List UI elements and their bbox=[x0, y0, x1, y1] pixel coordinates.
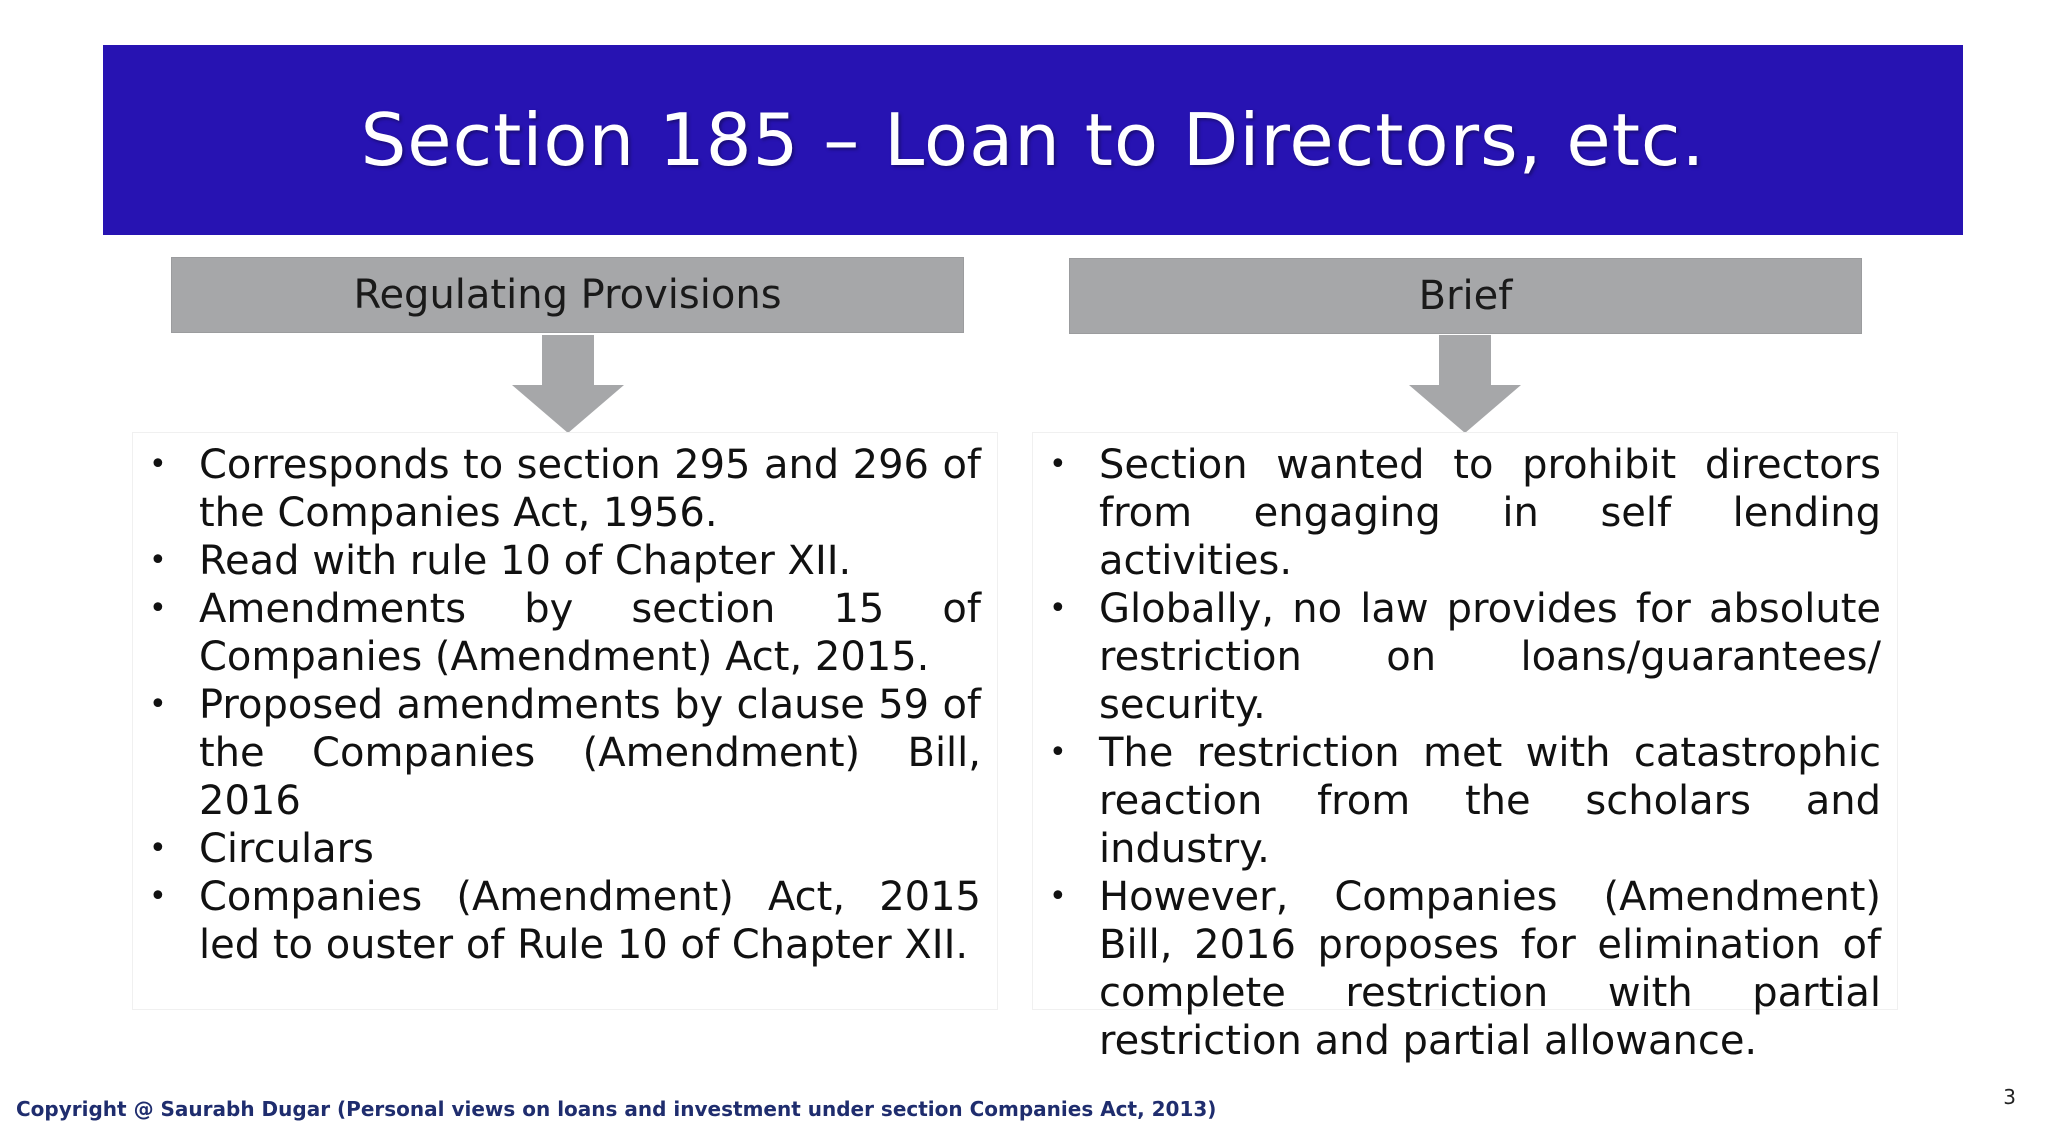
brief-header bbox=[1069, 258, 1862, 334]
regulating-provisions-header-label: Regulating Provisions bbox=[353, 272, 782, 318]
bullet-icon: • bbox=[1049, 735, 1067, 770]
brief-box bbox=[1032, 432, 1898, 1064]
list-item: • Proposed amendments by clause 59 of the Companies (Amendment) Bill, 2016 bbox=[149, 682, 981, 824]
list-item: • Corresponds to section 295 and 296 of the Companies Act, 1956. bbox=[149, 442, 981, 536]
regulating-provisions-list bbox=[149, 441, 981, 969]
brief-header-label: Brief bbox=[1418, 273, 1513, 319]
bullet-icon: • bbox=[1049, 879, 1067, 914]
bullet-icon: • bbox=[149, 591, 167, 626]
list-item: • However, Companies (Amendment) Bill, 2016 proposes for elimination of complete restriction with partial restriction and partial allowance. bbox=[1049, 874, 1881, 1064]
page-number: 3 bbox=[2003, 1085, 2016, 1109]
list-item: • The restriction met with catastrophic reaction from the scholars and industry. bbox=[1049, 730, 1881, 872]
bullet-icon: • bbox=[1049, 591, 1067, 626]
bullet-icon: • bbox=[149, 687, 167, 722]
list-item: • Amendments by section 15 of Companies (Amendment) Act, 2015. bbox=[149, 586, 981, 680]
regulating-provisions-header bbox=[171, 257, 964, 333]
copyright-footer: Copyright @ Saurabh Dugar (Personal views on loans and investment under section Companies Act, 2013) bbox=[16, 1097, 1217, 1121]
bullet-icon: • bbox=[149, 831, 167, 866]
list-item: • Read with rule 10 of Chapter XII. bbox=[149, 538, 852, 584]
list-item: • Companies (Amendment) Act, 2015 led to ouster of Rule 10 of Chapter XII. bbox=[149, 874, 981, 968]
brief-list bbox=[1049, 441, 1881, 1065]
regulating-provisions-box bbox=[132, 432, 998, 1010]
list-item: • Section wanted to prohibit directors from engaging in self lending activities. bbox=[1049, 442, 1881, 584]
bullet-icon: • bbox=[1049, 447, 1067, 482]
list-item: • Circulars bbox=[149, 826, 374, 872]
slide-title-bar bbox=[103, 45, 1963, 235]
bullet-icon: • bbox=[149, 543, 167, 578]
down-arrow-icon bbox=[512, 335, 624, 433]
down-arrow-icon bbox=[1409, 335, 1521, 433]
bullet-icon: • bbox=[149, 879, 167, 914]
list-item: • Globally, no law provides for absolute restriction on loans/guarantees/ security. bbox=[1049, 586, 1881, 728]
bullet-icon: • bbox=[149, 447, 167, 482]
slide-title: Section 185 – Loan to Directors, etc. bbox=[360, 98, 1706, 182]
